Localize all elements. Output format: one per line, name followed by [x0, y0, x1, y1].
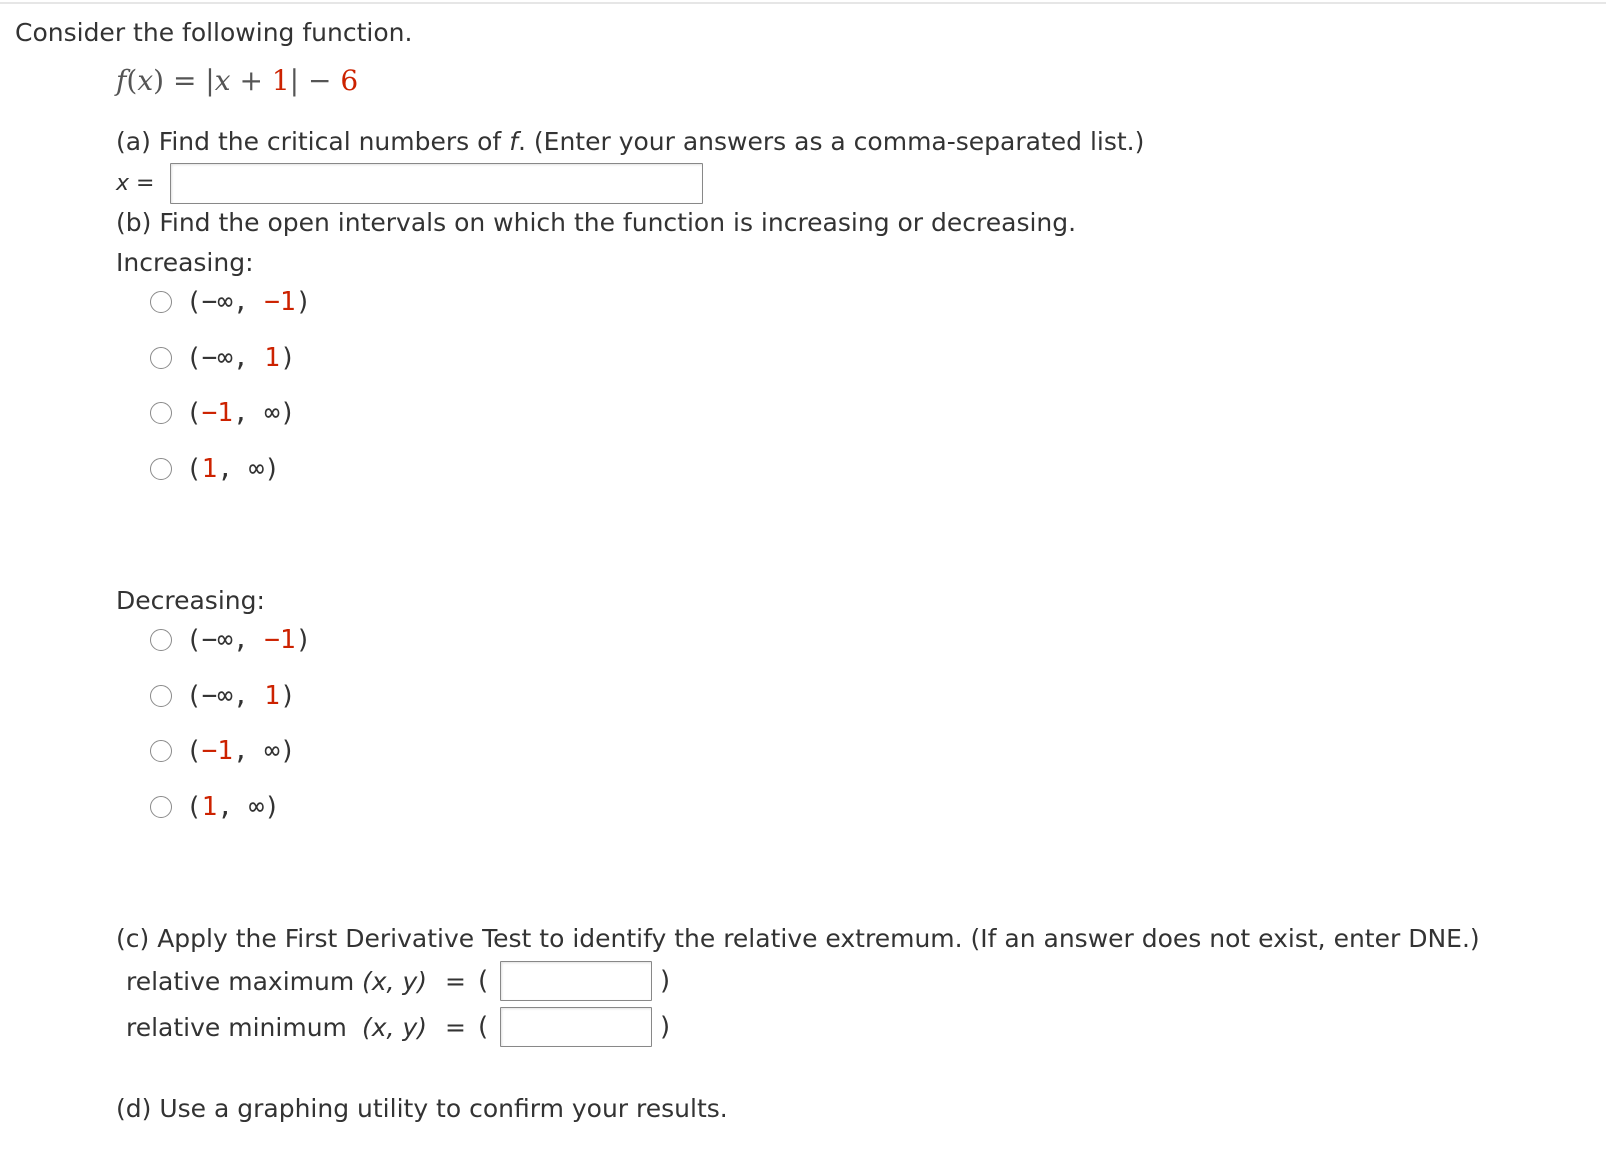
- interval-close: , ∞): [232, 736, 296, 766]
- relative-maximum-equals: =: [445, 967, 466, 996]
- relative-minimum-open-paren: (: [478, 1012, 489, 1042]
- decreasing-option-3-label: [186, 736, 296, 766]
- function-lparen: (: [126, 64, 138, 97]
- interval-open: (−∞,: [186, 625, 265, 655]
- decreasing-radio-4[interactable]: [150, 796, 172, 818]
- decreasing-option-3[interactable]: [150, 734, 296, 768]
- interval-close: ): [279, 343, 296, 373]
- interval-open: (: [186, 454, 202, 484]
- decreasing-option-1[interactable]: [150, 623, 311, 657]
- function-constant-one: 1: [271, 64, 290, 97]
- relative-minimum-xy: (x, y): [362, 1013, 427, 1042]
- x-label: [116, 171, 154, 196]
- interval-close: ): [279, 681, 296, 711]
- increasing-label: Increasing:: [116, 248, 254, 277]
- critical-numbers-input[interactable]: [170, 163, 703, 204]
- top-divider: [0, 2, 1606, 4]
- increasing-option-1[interactable]: [150, 285, 311, 319]
- interval-open: (−∞,: [186, 681, 265, 711]
- part-a-pre: (a) Find the critical numbers of: [116, 127, 510, 156]
- function-constant-six: 6: [340, 64, 359, 97]
- increasing-option-4[interactable]: [150, 452, 280, 486]
- interval-open: (: [186, 736, 202, 766]
- part-a-post: . (Enter your answers as a comma-separated list.): [518, 127, 1145, 156]
- part-a-f: f: [509, 127, 518, 156]
- relative-maximum-xy: (x, y): [362, 967, 427, 996]
- interval-number: −1: [201, 398, 233, 428]
- interval-number: −1: [264, 287, 296, 317]
- relative-maximum-input[interactable]: [500, 961, 652, 1001]
- relative-minimum-close-paren: ): [660, 1012, 671, 1042]
- function-rparen: ): [153, 64, 165, 97]
- interval-close: , ∞): [217, 792, 280, 822]
- interval-close: ): [295, 625, 312, 655]
- part-c-question: (c) Apply the First Derivative Test to identify the relative extremum. (If an answer does not exist, enter DNE.): [116, 924, 1480, 953]
- decreasing-option-4-label: [186, 792, 280, 822]
- relative-minimum-label: relative minimum: [126, 1013, 347, 1042]
- relative-maximum-open-paren: (: [478, 966, 489, 996]
- part-d-text: (d) Use a graphing utility to confirm your results.: [116, 1094, 728, 1123]
- increasing-option-1-label: [186, 287, 311, 317]
- relative-minimum-equals: =: [445, 1013, 466, 1042]
- function-name: f: [116, 64, 127, 97]
- increasing-option-4-label: [186, 454, 280, 484]
- interval-number: −1: [264, 625, 296, 655]
- decreasing-option-1-label: [186, 625, 311, 655]
- function-expression: [116, 64, 358, 97]
- function-minus: | −: [289, 64, 341, 97]
- increasing-radio-2[interactable]: [150, 347, 172, 369]
- increasing-radio-1[interactable]: [150, 291, 172, 313]
- decreasing-label: Decreasing:: [116, 586, 265, 615]
- interval-open: (−∞,: [186, 287, 265, 317]
- interval-number: −1: [201, 736, 233, 766]
- increasing-radio-3[interactable]: [150, 402, 172, 424]
- function-plus: +: [230, 64, 272, 97]
- interval-close: , ∞): [217, 454, 280, 484]
- interval-open: (−∞,: [186, 343, 265, 373]
- x-label-text: x =: [116, 171, 155, 196]
- relative-minimum-input[interactable]: [500, 1007, 652, 1047]
- increasing-option-3-label: [186, 398, 296, 428]
- increasing-radio-4[interactable]: [150, 458, 172, 480]
- interval-number: 1: [264, 343, 280, 373]
- interval-close: ): [295, 287, 312, 317]
- relative-maximum-label: relative maximum: [126, 967, 355, 996]
- decreasing-radio-1[interactable]: [150, 629, 172, 651]
- increasing-option-2-label: [186, 343, 296, 373]
- part-b-question: (b) Find the open intervals on which the function is increasing or decreasing.: [116, 208, 1077, 237]
- decreasing-radio-2[interactable]: [150, 685, 172, 707]
- interval-open: (: [186, 792, 202, 822]
- part-a-question: [116, 127, 1144, 156]
- interval-open: (: [186, 398, 202, 428]
- interval-close: , ∞): [232, 398, 296, 428]
- increasing-option-3[interactable]: [150, 396, 296, 430]
- prompt-text: Consider the following function.: [15, 18, 413, 47]
- decreasing-radio-3[interactable]: [150, 740, 172, 762]
- function-equals: = |: [164, 64, 215, 97]
- relative-maximum-close-paren: ): [660, 966, 671, 996]
- decreasing-option-4[interactable]: [150, 790, 280, 824]
- increasing-option-2[interactable]: [150, 341, 296, 375]
- decreasing-option-2[interactable]: [150, 679, 296, 713]
- interval-number: 1: [201, 454, 218, 484]
- interval-number: 1: [201, 792, 218, 822]
- decreasing-option-2-label: [186, 681, 296, 711]
- interval-number: 1: [264, 681, 280, 711]
- function-var-2: x: [214, 64, 231, 97]
- function-var: x: [137, 64, 154, 97]
